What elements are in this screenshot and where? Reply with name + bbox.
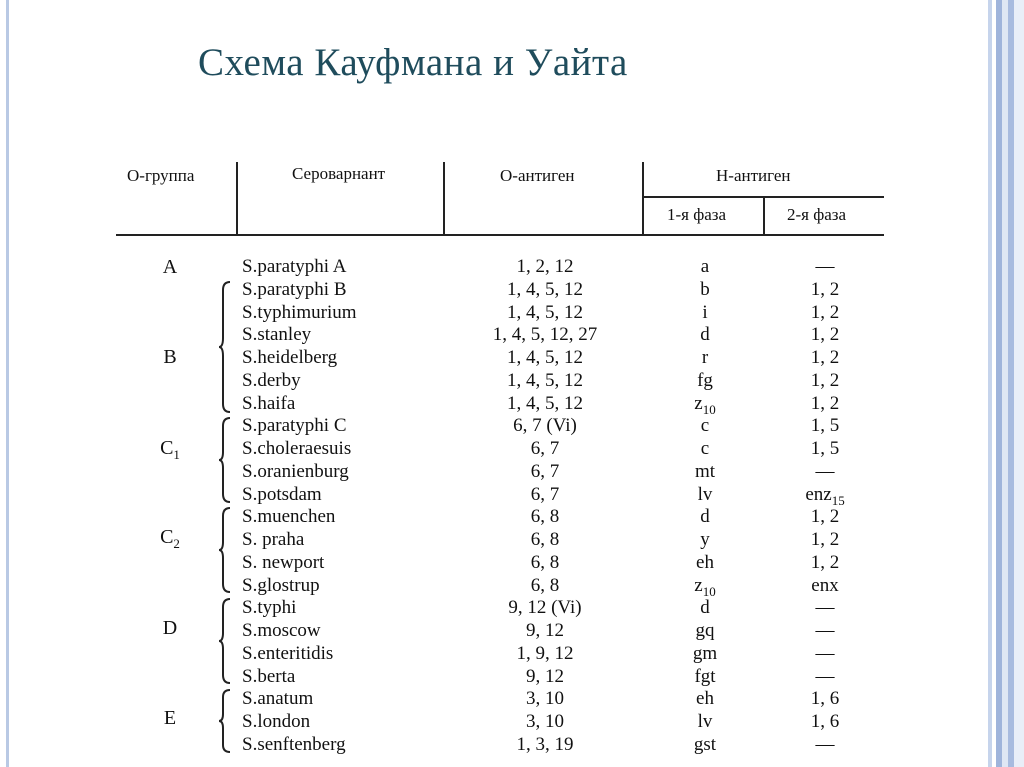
table-row <box>0 302 900 324</box>
h2-value: 1, 2 <box>810 369 840 391</box>
h-antigen-phase2-cell <box>766 575 884 597</box>
o-antigen-cell: 6, 7 <box>530 438 560 459</box>
h1-value: fg <box>697 369 713 391</box>
group-label: A <box>162 256 178 278</box>
group-label: D <box>162 617 178 639</box>
header-rule <box>643 196 884 198</box>
h2-value: 1, 2 <box>810 347 840 368</box>
h-antigen-phase1-cell <box>645 370 765 392</box>
serovar-cell: S.london <box>242 711 311 732</box>
group-label: B <box>163 346 177 368</box>
table-row <box>0 711 900 733</box>
h-antigen-phase1-cell <box>645 529 765 551</box>
h1-subscript: 10 <box>702 583 716 599</box>
h-antigen-phase1-cell <box>645 324 765 346</box>
h-antigen-phase2-cell <box>766 415 884 437</box>
h-antigen-phase2-cell <box>766 620 884 642</box>
header-divider <box>763 196 765 236</box>
h-antigen-phase2-cell <box>766 688 884 710</box>
h2-value: — <box>815 460 835 482</box>
h2-value: 1, 2 <box>810 392 840 414</box>
h-antigen-phase2-cell <box>766 597 884 619</box>
h-antigen-phase1-cell <box>645 506 765 528</box>
h2-value: 1, 6 <box>810 711 840 732</box>
h-antigen-phase1-cell <box>645 688 765 710</box>
h1-subscript: 10 <box>702 401 716 417</box>
h2-value: 1, 2 <box>810 506 840 528</box>
h2-value: enz <box>805 483 832 505</box>
group-label: $C_2$ <box>160 526 180 551</box>
table-row <box>0 415 900 437</box>
h1-value: a <box>700 256 710 277</box>
h1-value: b <box>700 278 710 300</box>
h-antigen-phase2-cell <box>766 552 884 574</box>
header-h-antigen: Н-антиген <box>716 166 791 185</box>
table-row <box>0 620 900 642</box>
h1-value: lv <box>697 483 713 505</box>
h-antigen-phase2-cell <box>766 279 884 301</box>
header-divider <box>236 162 238 236</box>
table-row <box>0 688 900 710</box>
h-antigen-phase1-cell <box>645 597 765 619</box>
h-antigen-phase1-cell <box>645 643 765 665</box>
o-antigen-cell: 9, 12 <box>526 620 564 641</box>
h2-value: 1, 5 <box>810 438 840 459</box>
serovar-cell: S.haifa <box>242 392 296 414</box>
o-antigen-cell: 6, 7 <box>530 460 560 482</box>
h1-value: gst <box>693 733 717 755</box>
table-row <box>0 370 900 392</box>
serovar-cell: S.typhimurium <box>242 301 357 323</box>
h2-value: 1, 2 <box>810 529 840 550</box>
serovar-cell: S.muenchen <box>242 506 336 528</box>
o-antigen-cell: 6, 8 <box>530 551 560 573</box>
table-row <box>0 484 900 506</box>
h-antigen-phase2-cell <box>766 643 884 665</box>
table-row <box>0 552 900 574</box>
o-antigen-cell: 1, 4, 5, 12 <box>507 278 583 300</box>
h2-subscript: 15 <box>831 492 845 508</box>
h-antigen-phase2-cell <box>766 666 884 688</box>
serovar-cell: S.senftenberg <box>242 733 346 755</box>
header-divider <box>642 162 644 236</box>
h2-value: 1, 2 <box>810 301 840 323</box>
h1-value: d <box>700 597 710 619</box>
serovar-cell: S.paratyphi C <box>242 415 347 437</box>
h1-value: z <box>694 392 703 414</box>
o-antigen-cell: 6, 8 <box>530 506 560 528</box>
serovar-cell: S.typhi <box>242 597 297 619</box>
table-row <box>0 597 900 619</box>
h1-value: i <box>702 301 708 323</box>
table-row <box>0 666 900 688</box>
header-o-group: О-группа <box>127 166 195 185</box>
h-antigen-phase1-cell <box>645 415 765 437</box>
h1-value: r <box>701 347 709 368</box>
h-antigen-phase1-cell <box>645 347 765 369</box>
h2-value: 1, 2 <box>810 551 840 573</box>
serovar-cell: S.potsdam <box>242 483 322 505</box>
h-antigen-phase2-cell <box>766 256 884 278</box>
h-antigen-phase2-cell <box>766 734 884 756</box>
h-antigen-phase2-cell <box>766 347 884 369</box>
o-antigen-cell: 1, 4, 5, 12 <box>507 301 583 323</box>
h1-value: c <box>700 415 710 437</box>
o-antigen-cell: 6, 7 (Vi) <box>513 415 577 437</box>
table-row <box>0 256 900 278</box>
table-row <box>0 575 900 597</box>
h2-value: 1, 5 <box>810 415 840 437</box>
h1-value: fgt <box>694 665 716 687</box>
o-antigen-cell: 3, 10 <box>526 688 564 710</box>
h-antigen-phase1-cell <box>645 484 765 506</box>
group-label: $C_1$ <box>160 437 180 462</box>
h-antigen-phase2-cell <box>766 302 884 324</box>
h2-value: — <box>815 597 835 619</box>
h1-value: c <box>700 438 710 459</box>
table-row <box>0 506 900 528</box>
header-phase-2: 2-я фаза <box>787 205 847 224</box>
o-antigen-cell: 1, 3, 19 <box>516 733 574 755</box>
header-bottom-rule <box>116 234 884 236</box>
h-antigen-phase2-cell <box>766 529 884 551</box>
h2-value: — <box>815 620 835 641</box>
h2-value: — <box>815 733 835 755</box>
header-serovar: Сероварнант <box>292 164 386 183</box>
h1-value: mt <box>694 460 716 482</box>
table-row <box>0 347 900 369</box>
h1-value: d <box>700 506 710 528</box>
h-antigen-phase1-cell <box>645 279 765 301</box>
serovar-cell: S.moscow <box>242 620 321 641</box>
h2-value: — <box>815 256 835 277</box>
serovar-cell: S.heidelberg <box>242 347 338 368</box>
o-antigen-cell: 9, 12 <box>526 665 564 687</box>
h1-value: gq <box>695 620 715 641</box>
h1-value: z <box>694 574 703 596</box>
h1-value: gm <box>692 642 718 664</box>
h-antigen-phase2-cell <box>766 393 884 415</box>
h1-value: eh <box>696 551 714 573</box>
o-antigen-cell: 6, 8 <box>530 574 560 596</box>
h-antigen-phase2-cell <box>766 461 884 483</box>
serovar-cell: S. newport <box>242 551 325 573</box>
h-antigen-phase1-cell <box>645 552 765 574</box>
h-antigen-phase1-cell <box>645 438 765 460</box>
o-antigen-cell: 1, 4, 5, 12, 27 <box>492 324 598 346</box>
group-label: E <box>163 707 177 729</box>
h2-value: 1, 2 <box>810 278 840 300</box>
serovar-cell: S.enteritidis <box>242 642 334 664</box>
h-antigen-phase1-cell <box>645 711 765 733</box>
h-antigen-phase1-cell <box>645 734 765 756</box>
table-row <box>0 734 900 756</box>
h2-value: enx <box>811 574 839 596</box>
table-row <box>0 643 900 665</box>
table-row <box>0 324 900 346</box>
table-row <box>0 461 900 483</box>
o-antigen-cell: 9, 12 (Vi) <box>508 597 582 619</box>
h1-value: eh <box>696 688 714 710</box>
serovar-cell: S. praha <box>242 529 305 550</box>
serovar-cell: S.glostrup <box>242 574 320 596</box>
o-antigen-cell: 1, 4, 5, 12 <box>507 369 583 391</box>
slide-frame-right <box>984 0 1024 767</box>
header-divider <box>443 162 445 236</box>
h-antigen-phase1-cell <box>645 666 765 688</box>
h-antigen-phase2-cell <box>766 506 884 528</box>
header-o-antigen: О-антиген <box>500 166 575 185</box>
o-antigen-cell: 6, 7 <box>530 483 560 505</box>
serovar-cell: S.choleraesuis <box>242 438 352 459</box>
h1-value: lv <box>697 711 713 732</box>
table-row <box>0 393 900 415</box>
serovar-cell: S.derby <box>242 369 301 391</box>
h2-value: 1, 6 <box>810 688 840 710</box>
h-antigen-phase2-cell <box>766 711 884 733</box>
h-antigen-phase1-cell <box>645 461 765 483</box>
serovar-cell: S.oranienburg <box>242 460 349 482</box>
h-antigen-phase2-cell <box>766 324 884 346</box>
serovar-cell: S.anatum <box>242 688 314 710</box>
o-antigen-cell: 1, 4, 5, 12 <box>507 347 583 368</box>
o-antigen-cell: 1, 9, 12 <box>516 642 574 664</box>
h2-value: — <box>815 665 835 687</box>
h-antigen-phase2-cell <box>766 438 884 460</box>
table-row <box>0 438 900 460</box>
serovar-cell: S.paratyphi A <box>242 256 347 277</box>
o-antigen-cell: 1, 2, 12 <box>516 256 574 277</box>
h-antigen-phase2-cell <box>766 370 884 392</box>
h-antigen-phase1-cell <box>645 620 765 642</box>
serovar-cell: S.berta <box>242 665 296 687</box>
h1-value: y <box>700 529 710 550</box>
serovar-cell: S.paratyphi B <box>242 278 347 300</box>
table-row <box>0 279 900 301</box>
header-phase-1: 1-я фаза <box>667 205 727 224</box>
slide-title: Схема Кауфмана и Уайта <box>198 41 628 84</box>
h2-value: — <box>815 642 835 664</box>
h-antigen-phase1-cell <box>645 256 765 278</box>
o-antigen-cell: 1, 4, 5, 12 <box>507 392 583 414</box>
h1-value: d <box>700 324 710 346</box>
o-antigen-cell: 3, 10 <box>526 711 564 732</box>
o-antigen-cell: 6, 8 <box>530 529 560 550</box>
serovar-cell: S.stanley <box>242 324 312 346</box>
table-row <box>0 529 900 551</box>
h2-value: 1, 2 <box>810 324 840 346</box>
h-antigen-phase1-cell <box>645 302 765 324</box>
